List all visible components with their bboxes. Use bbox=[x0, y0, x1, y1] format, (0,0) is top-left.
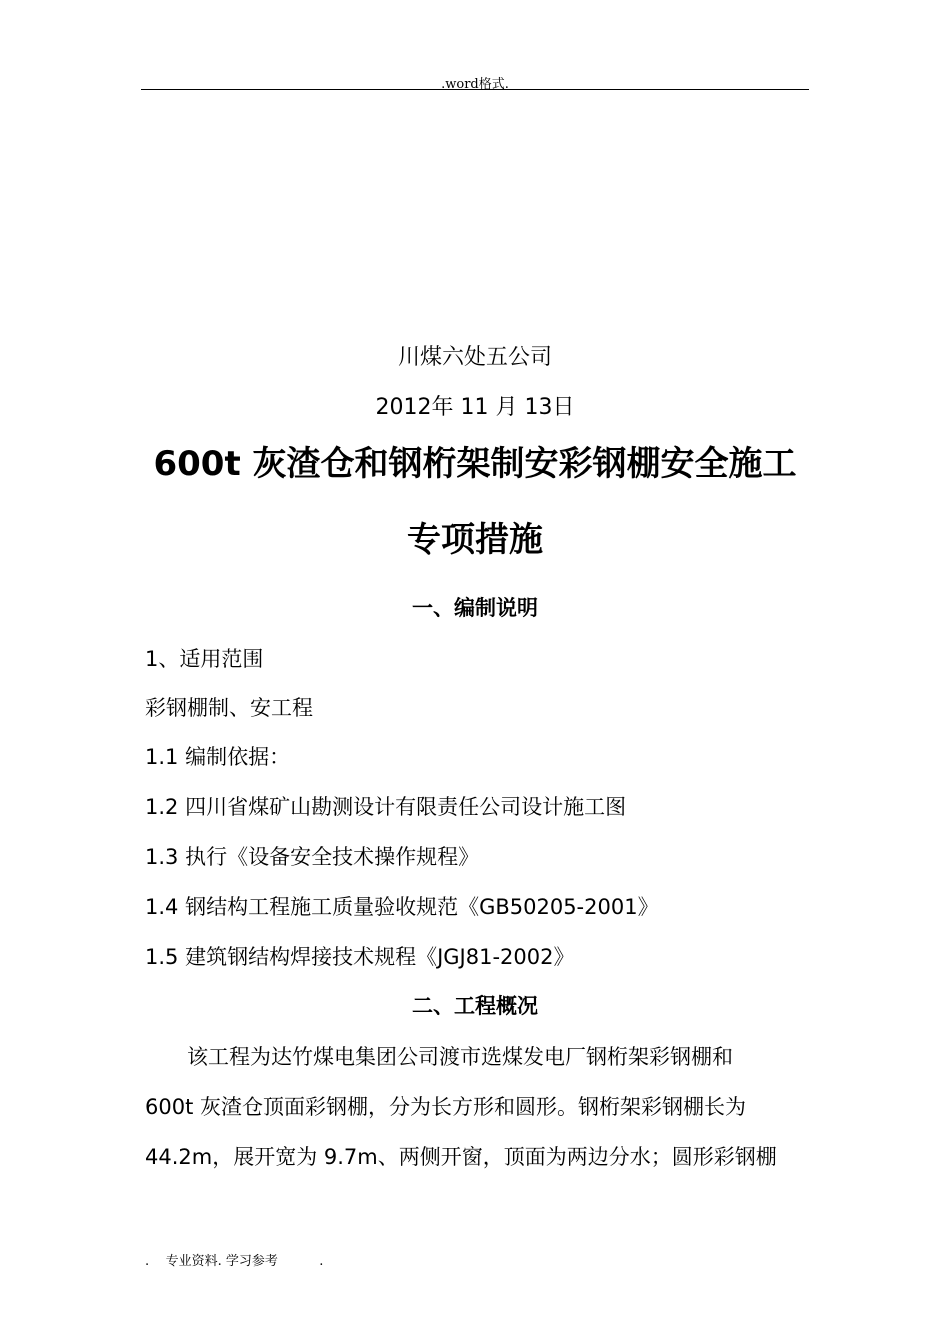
document-date: 2012年 11 月 13日 bbox=[375, 395, 575, 420]
overview-line: 600t 灰渣仓顶面彩钢棚，分为长方形和圆形。钢桁架彩钢棚长为 bbox=[145, 1095, 746, 1119]
body-line: 1.4 钢结构工程施工质量验收规范《GB50205-2001》 bbox=[145, 895, 659, 919]
body-line: 1、适用范围 bbox=[145, 647, 264, 671]
section-heading: 一、编制说明 bbox=[412, 596, 538, 620]
page-footer: . 专业资料. 学习参考 . bbox=[145, 1254, 324, 1269]
overview-line: 该工程为达竹煤电集团公司渡市选煤发电厂钢桁架彩钢棚和 bbox=[145, 1045, 733, 1069]
document-title: 600t 灰渣仓和钢桁架制安彩钢棚安全施工 bbox=[153, 444, 797, 484]
overview-line: 44.2m，展开宽为 9.7m、两侧开窗，顶面为两边分水；圆形彩钢棚 bbox=[145, 1145, 777, 1169]
page-header: .word格式. bbox=[441, 77, 509, 92]
body-line: 1.2 四川省煤矿山勘测设计有限责任公司设计施工图 bbox=[145, 795, 627, 819]
body-line: 1.5 建筑钢结构焊接技术规程《JGJ81-2002》 bbox=[145, 945, 575, 969]
section-heading: 二、工程概况 bbox=[412, 994, 538, 1018]
document-title-line2: 专项措施 bbox=[407, 520, 543, 560]
body-line: 1.1 编制依据： bbox=[145, 745, 291, 769]
header-divider bbox=[141, 89, 809, 90]
company-name: 川煤六处五公司 bbox=[397, 345, 552, 370]
body-line: 彩钢棚制、安工程 bbox=[145, 696, 313, 720]
body-line: 1.3 执行《设备安全技术操作规程》 bbox=[145, 845, 480, 869]
